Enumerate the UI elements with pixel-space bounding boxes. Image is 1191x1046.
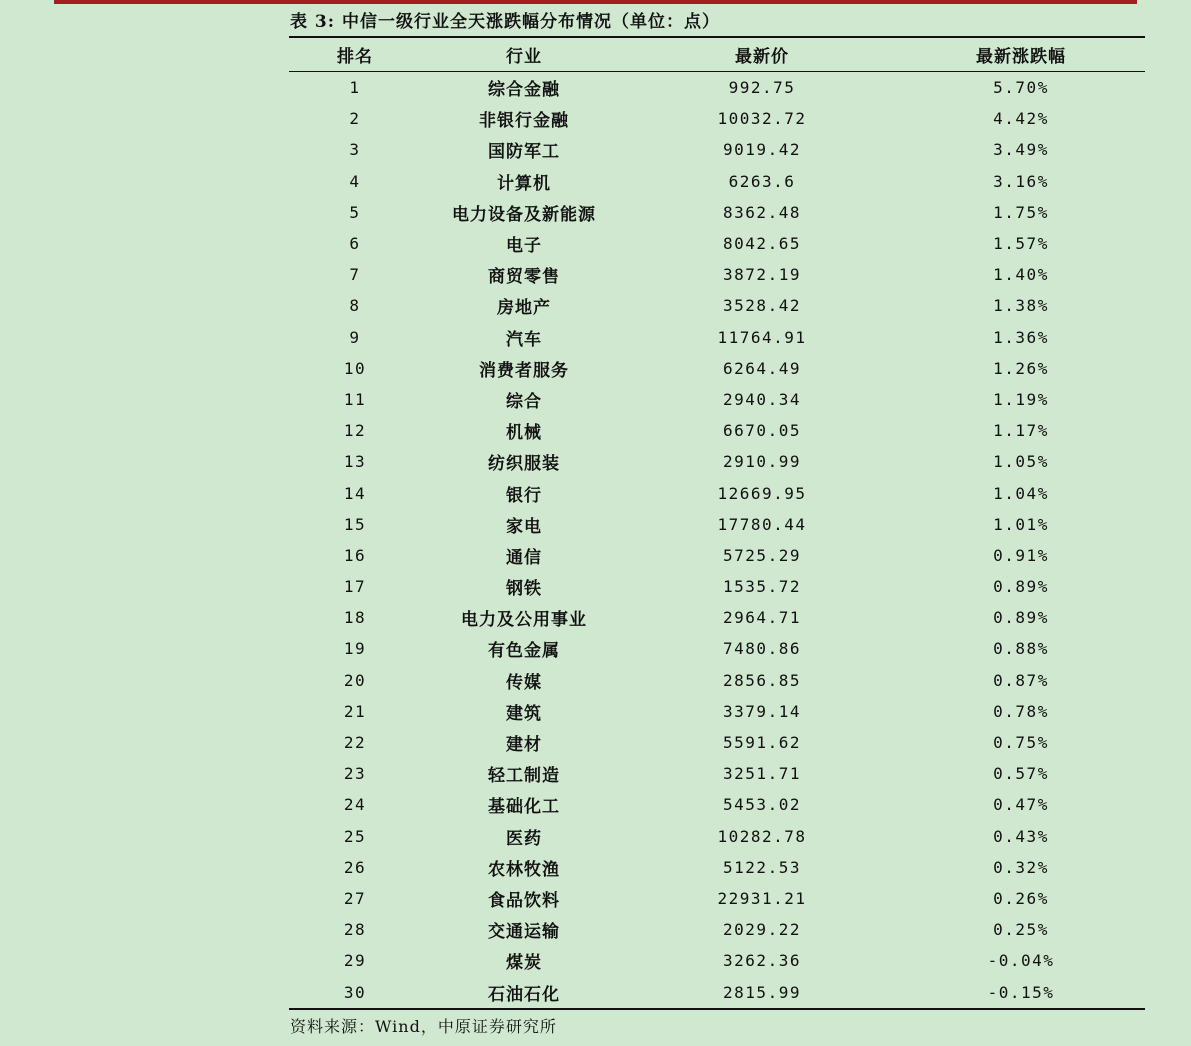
price-cell: 10032.72: [717, 109, 807, 129]
change-cell: 0.87%: [993, 670, 1049, 690]
table-row: [289, 945, 1145, 976]
change-cell: 5.70%: [993, 78, 1049, 98]
change-cell: 1.01%: [993, 514, 1049, 534]
rank-cell: 9: [349, 327, 361, 347]
industry-cell: 建材: [506, 735, 542, 756]
industry-cell: 综合金融: [488, 80, 560, 101]
column-header-latest-price: 最新价: [627, 37, 897, 72]
industry-cell: 煤炭: [506, 953, 542, 974]
price-cell: 8362.48: [723, 202, 801, 222]
industry-cell: 纺织服装: [488, 454, 560, 475]
table-row: [289, 290, 1145, 321]
price-cell: 5591.62: [723, 733, 801, 753]
change-cell: 0.78%: [993, 701, 1049, 721]
price-cell: 1535.72: [723, 577, 801, 597]
table-row: [289, 197, 1145, 228]
table-row: [289, 322, 1145, 353]
change-cell: 0.47%: [993, 795, 1049, 815]
table-caption: 表 3: 中信一级行业全天涨跌幅分布情况（单位：点）: [290, 12, 720, 32]
change-cell: 1.05%: [993, 452, 1049, 472]
price-cell: 5453.02: [723, 795, 801, 815]
rank-cell: 26: [343, 857, 367, 877]
rank-cell: 7: [349, 265, 361, 285]
rank-cell: 2: [349, 109, 361, 129]
industry-cell: 钢铁: [506, 579, 542, 600]
rank-cell: 17: [343, 577, 367, 597]
change-cell: 1.40%: [993, 265, 1049, 285]
change-cell: 0.89%: [993, 608, 1049, 628]
industry-cell: 电子: [506, 236, 542, 257]
column-header-rank: 排名: [289, 37, 421, 72]
price-cell: 2029.22: [723, 920, 801, 940]
table-row: [289, 166, 1145, 197]
change-cell: 1.17%: [993, 421, 1049, 441]
change-cell: -0.04%: [987, 951, 1055, 971]
industry-cell: 农林牧渔: [488, 859, 560, 880]
table-row: [289, 134, 1145, 165]
price-cell: 9019.42: [723, 140, 801, 160]
price-cell: 2815.99: [723, 982, 801, 1002]
rank-cell: 21: [343, 701, 367, 721]
change-cell: 1.75%: [993, 202, 1049, 222]
rank-cell: 10: [343, 358, 367, 378]
change-cell: 1.04%: [993, 483, 1049, 503]
industry-cell: 机械: [506, 423, 542, 444]
price-cell: 2940.34: [723, 389, 801, 409]
table-row: [289, 384, 1145, 415]
table-row: [289, 571, 1145, 602]
industry-cell: 轻工制造: [488, 766, 560, 787]
price-cell: 3251.71: [723, 764, 801, 784]
change-cell: 1.26%: [993, 358, 1049, 378]
table-header-row: [289, 37, 1145, 72]
industry-performance-table: [289, 36, 1145, 1010]
price-cell: 3528.42: [723, 296, 801, 316]
change-cell: 1.57%: [993, 234, 1049, 254]
price-cell: 17780.44: [717, 514, 807, 534]
table-row: [289, 259, 1145, 290]
price-cell: 11764.91: [717, 327, 807, 347]
change-cell: 1.36%: [993, 327, 1049, 347]
industry-cell: 商贸零售: [488, 267, 560, 288]
industry-cell: 有色金属: [488, 641, 560, 662]
table-row: [289, 415, 1145, 446]
table-row: [289, 633, 1145, 664]
table-row: [289, 852, 1145, 883]
column-header-latest-change: 最新涨跌幅: [897, 37, 1145, 72]
table-row: [289, 509, 1145, 540]
rank-cell: 18: [343, 608, 367, 628]
price-cell: 6670.05: [723, 421, 801, 441]
change-cell: -0.15%: [987, 982, 1055, 1002]
rank-cell: 16: [343, 545, 367, 565]
change-cell: 0.91%: [993, 545, 1049, 565]
source-note: 资料来源：Wind，中原证券研究所: [290, 1017, 557, 1036]
rank-cell: 20: [343, 670, 367, 690]
price-cell: 992.75: [728, 78, 796, 98]
rank-cell: 25: [343, 826, 367, 846]
table-row: [289, 696, 1145, 727]
column-header-industry: 行业: [421, 37, 627, 72]
price-cell: 6264.49: [723, 358, 801, 378]
change-cell: 0.75%: [993, 733, 1049, 753]
rank-cell: 29: [343, 951, 367, 971]
table-row: [289, 883, 1145, 914]
price-cell: 8042.65: [723, 234, 801, 254]
change-cell: 0.89%: [993, 577, 1049, 597]
industry-cell: 交通运输: [488, 922, 560, 943]
rank-cell: 19: [343, 639, 367, 659]
rank-cell: 1: [349, 78, 361, 98]
industry-cell: 消费者服务: [479, 360, 569, 381]
price-cell: 5122.53: [723, 857, 801, 877]
table-row: [289, 758, 1145, 789]
price-cell: 2856.85: [723, 670, 801, 690]
table-row: [289, 665, 1145, 696]
price-cell: 3262.36: [723, 951, 801, 971]
rank-cell: 27: [343, 888, 367, 908]
industry-cell: 综合: [506, 391, 542, 412]
industry-cell: 房地产: [497, 298, 551, 319]
industry-cell: 基础化工: [488, 797, 560, 818]
table-row: [289, 976, 1145, 1008]
rank-cell: 23: [343, 764, 367, 784]
industry-cell: 家电: [506, 516, 542, 537]
change-cell: 0.32%: [993, 857, 1049, 877]
rank-cell: 4: [349, 171, 361, 191]
change-cell: 1.19%: [993, 389, 1049, 409]
industry-cell: 石油石化: [488, 984, 560, 1005]
change-cell: 0.43%: [993, 826, 1049, 846]
change-cell: 3.16%: [993, 171, 1049, 191]
rank-cell: 5: [349, 202, 361, 222]
price-cell: 2964.71: [723, 608, 801, 628]
industry-cell: 医药: [506, 828, 542, 849]
table-row: [289, 540, 1145, 571]
industry-cell: 建筑: [506, 703, 542, 724]
rank-cell: 24: [343, 795, 367, 815]
change-cell: 0.25%: [993, 920, 1049, 940]
change-cell: 1.38%: [993, 296, 1049, 316]
rank-cell: 14: [343, 483, 367, 503]
top-divider: [54, 0, 1137, 4]
price-cell: 3872.19: [723, 265, 801, 285]
table-row: [289, 353, 1145, 384]
table-row: [289, 821, 1145, 852]
change-cell: 4.42%: [993, 109, 1049, 129]
table-row: [289, 228, 1145, 259]
table-row: [289, 602, 1145, 633]
table-row: [289, 914, 1145, 945]
rank-cell: 28: [343, 920, 367, 940]
industry-cell: 计算机: [497, 173, 551, 194]
price-cell: 5725.29: [723, 545, 801, 565]
industry-cell: 食品饮料: [488, 890, 560, 911]
price-cell: 12669.95: [717, 483, 807, 503]
industry-cell: 电力及公用事业: [461, 610, 587, 631]
price-cell: 10282.78: [717, 826, 807, 846]
industry-cell: 国防军工: [488, 142, 560, 163]
change-cell: 0.88%: [993, 639, 1049, 659]
rank-cell: 11: [343, 389, 367, 409]
price-cell: 6263.6: [728, 171, 796, 191]
rank-cell: 8: [349, 296, 361, 316]
rank-cell: 30: [343, 982, 367, 1002]
table-row: [289, 727, 1145, 758]
change-cell: 3.49%: [993, 140, 1049, 160]
change-cell: 0.57%: [993, 764, 1049, 784]
table-body: [289, 72, 1145, 1009]
rank-cell: 15: [343, 514, 367, 534]
price-cell: 22931.21: [717, 888, 807, 908]
industry-cell: 传媒: [506, 672, 542, 693]
rank-cell: 12: [343, 421, 367, 441]
industry-cell: 银行: [506, 485, 542, 506]
price-cell: 7480.86: [723, 639, 801, 659]
rank-cell: 13: [343, 452, 367, 472]
change-cell: 0.26%: [993, 888, 1049, 908]
industry-cell: 汽车: [506, 329, 542, 350]
table-row: [289, 103, 1145, 134]
table-row: [289, 789, 1145, 820]
industry-cell: 电力设备及新能源: [452, 204, 596, 225]
price-cell: 2910.99: [723, 452, 801, 472]
rank-cell: 22: [343, 733, 367, 753]
industry-cell: 通信: [506, 547, 542, 568]
rank-cell: 3: [349, 140, 361, 160]
rank-cell: 6: [349, 234, 361, 254]
industry-cell: 非银行金融: [479, 111, 569, 132]
price-cell: 3379.14: [723, 701, 801, 721]
table-row: [289, 72, 1145, 104]
table-row: [289, 446, 1145, 477]
table-row: [289, 477, 1145, 508]
